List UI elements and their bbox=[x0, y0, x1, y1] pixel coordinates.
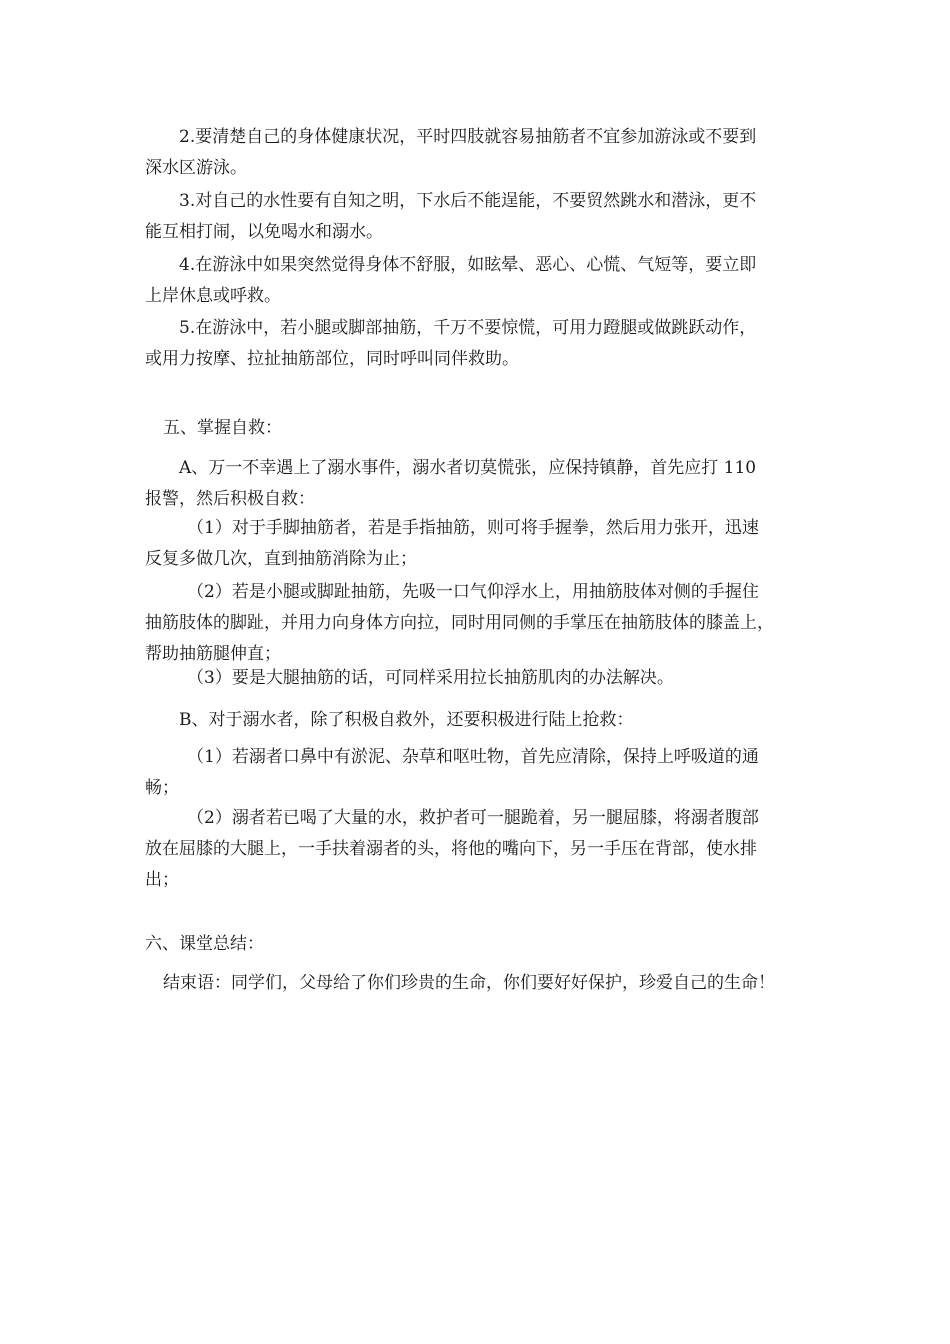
section-heading-text: 五、掌握自救： bbox=[163, 418, 282, 438]
paragraph-line: 放在屈膝的大腿上，一手扶着溺者的头，将他的嘴向下，另一手压在背部，使水排 bbox=[145, 839, 757, 859]
closing-text: 结束语：同学们，父母给了你们珍贵的生命，你们要好好保护，珍爱自己的生命！ bbox=[163, 973, 775, 993]
paragraph bbox=[145, 577, 825, 670]
list-item bbox=[145, 250, 825, 312]
paragraph bbox=[145, 742, 825, 804]
section-heading bbox=[145, 929, 825, 960]
paragraph-line: （2）若是小腿或脚趾抽筋，先吸一口气仰浮水上，用抽筋肢体对侧的手握住 bbox=[187, 582, 759, 602]
paragraph-line: 报警，然后积极自救： bbox=[145, 489, 315, 509]
paragraph-line: A、万一不幸遇上了溺水事件，溺水者切莫慌张，应保持镇静，首先应打 110 bbox=[179, 458, 757, 478]
section-heading bbox=[163, 413, 843, 444]
paragraph-line: 抽筋肢体的脚趾，并用力向身体方向拉，同时用同侧的手掌压在抽筋肢体的膝盖上， bbox=[145, 613, 774, 633]
list-item bbox=[145, 186, 825, 248]
paragraph-line: 或用力按摩、拉扯抽筋部位，同时呼叫同伴救助。 bbox=[145, 349, 519, 369]
paragraph-line: 2.要清楚自己的身体健康状况，平时四肢就容易抽筋者不宜参加游泳或不要到 bbox=[179, 127, 757, 147]
paragraph-line: 上岸休息或呼救。 bbox=[145, 286, 281, 306]
paragraph bbox=[145, 705, 825, 736]
paragraph-line: 畅； bbox=[145, 778, 179, 798]
list-item bbox=[145, 122, 825, 184]
paragraph-line: 4.在游泳中如果突然觉得身体不舒服，如眩晕、恶心、心慌、气短等，要立即 bbox=[179, 255, 757, 275]
paragraph-line: B、对于溺水者，除了积极自救外，还要积极进行陆上抢救： bbox=[179, 710, 634, 730]
paragraph bbox=[145, 803, 825, 896]
paragraph bbox=[145, 513, 825, 575]
paragraph-line: 能互相打闹，以免喝水和溺水。 bbox=[145, 222, 383, 242]
paragraph-line: （2）溺者若已喝了大量的水，救护者可一腿跪着，另一腿屈膝，将溺者腹部 bbox=[187, 808, 759, 828]
closing-remark bbox=[163, 968, 843, 999]
paragraph-line: 反复多做几次，直到抽筋消除为止； bbox=[145, 549, 417, 569]
paragraph bbox=[145, 453, 825, 515]
paragraph-line: （3）要是大腿抽筋的话，可同样采用拉长抽筋肌肉的办法解决。 bbox=[187, 668, 674, 688]
paragraph-line: 3.对自己的水性要有自知之明，下水后不能逞能，不要贸然跳水和潜泳，更不 bbox=[179, 191, 757, 211]
paragraph-line: （1）对于手脚抽筋者，若是手指抽筋，则可将手握拳，然后用力张开，迅速 bbox=[187, 518, 759, 538]
section-heading-text: 六、课堂总结： bbox=[145, 934, 264, 954]
paragraph bbox=[145, 663, 825, 694]
paragraph-line: 帮助抽筋腿伸直； bbox=[145, 644, 281, 664]
list-item bbox=[145, 313, 825, 375]
paragraph-line: （1）若溺者口鼻中有淤泥、杂草和呕吐物，首先应清除，保持上呼吸道的通 bbox=[187, 747, 759, 767]
paragraph-line: 5.在游泳中，若小腿或脚部抽筋，千万不要惊慌，可用力蹬腿或做跳跃动作， bbox=[179, 318, 757, 338]
paragraph-line: 出； bbox=[145, 870, 179, 890]
paragraph-line: 深水区游泳。 bbox=[145, 158, 247, 178]
